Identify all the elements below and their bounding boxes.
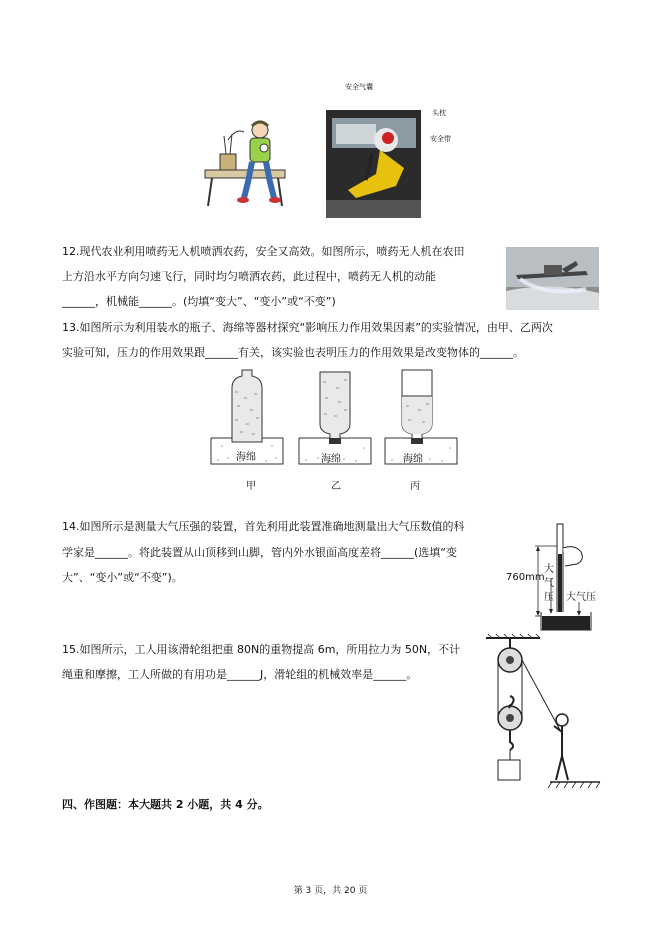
q15-line-1: 15.如图所示，工人用该滑轮组把重 80N的重物提高 6m，所用拉力为 50N，不计 bbox=[62, 643, 461, 656]
pressure-vertical-1: 大 bbox=[544, 564, 554, 575]
caption-yi: 乙 bbox=[331, 481, 341, 492]
q14-line-1: 14.如图所示是测量大气压强的装置，首先利用此装置准确地测量出大气压数值的科 bbox=[62, 520, 465, 533]
page-footer: 第 3 页，共 20 页 bbox=[293, 886, 368, 896]
q15-line-2: 绳重和摩擦，工人所做的有用功是______J，滑轮组的机械效率是______。 bbox=[62, 668, 418, 681]
crash-test-photo bbox=[326, 110, 421, 218]
pressure-vertical-2: 气 bbox=[544, 578, 554, 589]
q12-line-3: ______，机械能______。(均填“变大”、“变小”或“不变”) bbox=[62, 295, 336, 308]
q14-line-2: 学家是______。将此装置从山顶移到山脚，管内外水银面高度差将______(选填“变 bbox=[62, 546, 457, 559]
caption-jia: 甲 bbox=[246, 481, 256, 492]
q14-line-3: 大”、“变小”或“不变”)。 bbox=[62, 571, 183, 584]
pulley-system-illustration bbox=[484, 634, 602, 792]
top-figure bbox=[200, 80, 470, 220]
q12-line-1: 12.现代农业利用喷药无人机喷洒农药，安全又高效。如图所示，喷药无人机在农田 bbox=[62, 245, 465, 258]
spray-drone-photo bbox=[506, 247, 599, 310]
sponge-label-c: 海绵 bbox=[403, 454, 423, 465]
q12-line-2: 上方沿水平方向匀速飞行，同时均匀喷洒农药，此过程中，喷药无人机的动能 bbox=[62, 270, 436, 283]
headrest-label: 头枕 bbox=[432, 109, 446, 117]
sponge-label-b: 海绵 bbox=[321, 454, 341, 465]
airbag-label: 安全气囊 bbox=[345, 83, 373, 91]
pressure-vertical-3: 压 bbox=[544, 592, 554, 603]
caption-bing: 丙 bbox=[410, 481, 420, 492]
height-760mm-label: 760mm bbox=[506, 572, 545, 583]
section-title: 四、作图题：本大题共 2 小题，共 4 分。 bbox=[62, 798, 269, 811]
seatbelt-label: 安全带 bbox=[430, 135, 451, 143]
atmospheric-pressure-label: 大气压 bbox=[566, 592, 596, 603]
sponge-label-a: 海绵 bbox=[236, 452, 256, 463]
q13-line-2: 实验可知，压力的作用效果跟______有关，该实验也表明压力的作用效果是改变物体的______。 bbox=[62, 346, 524, 359]
man-on-bench-illustration bbox=[200, 118, 290, 213]
q13-line-1: 13.如图所示为利用装水的瓶子、海绵等器材探究“影响压力作用效果因素”的实验情况，由甲、乙两次 bbox=[62, 321, 553, 334]
